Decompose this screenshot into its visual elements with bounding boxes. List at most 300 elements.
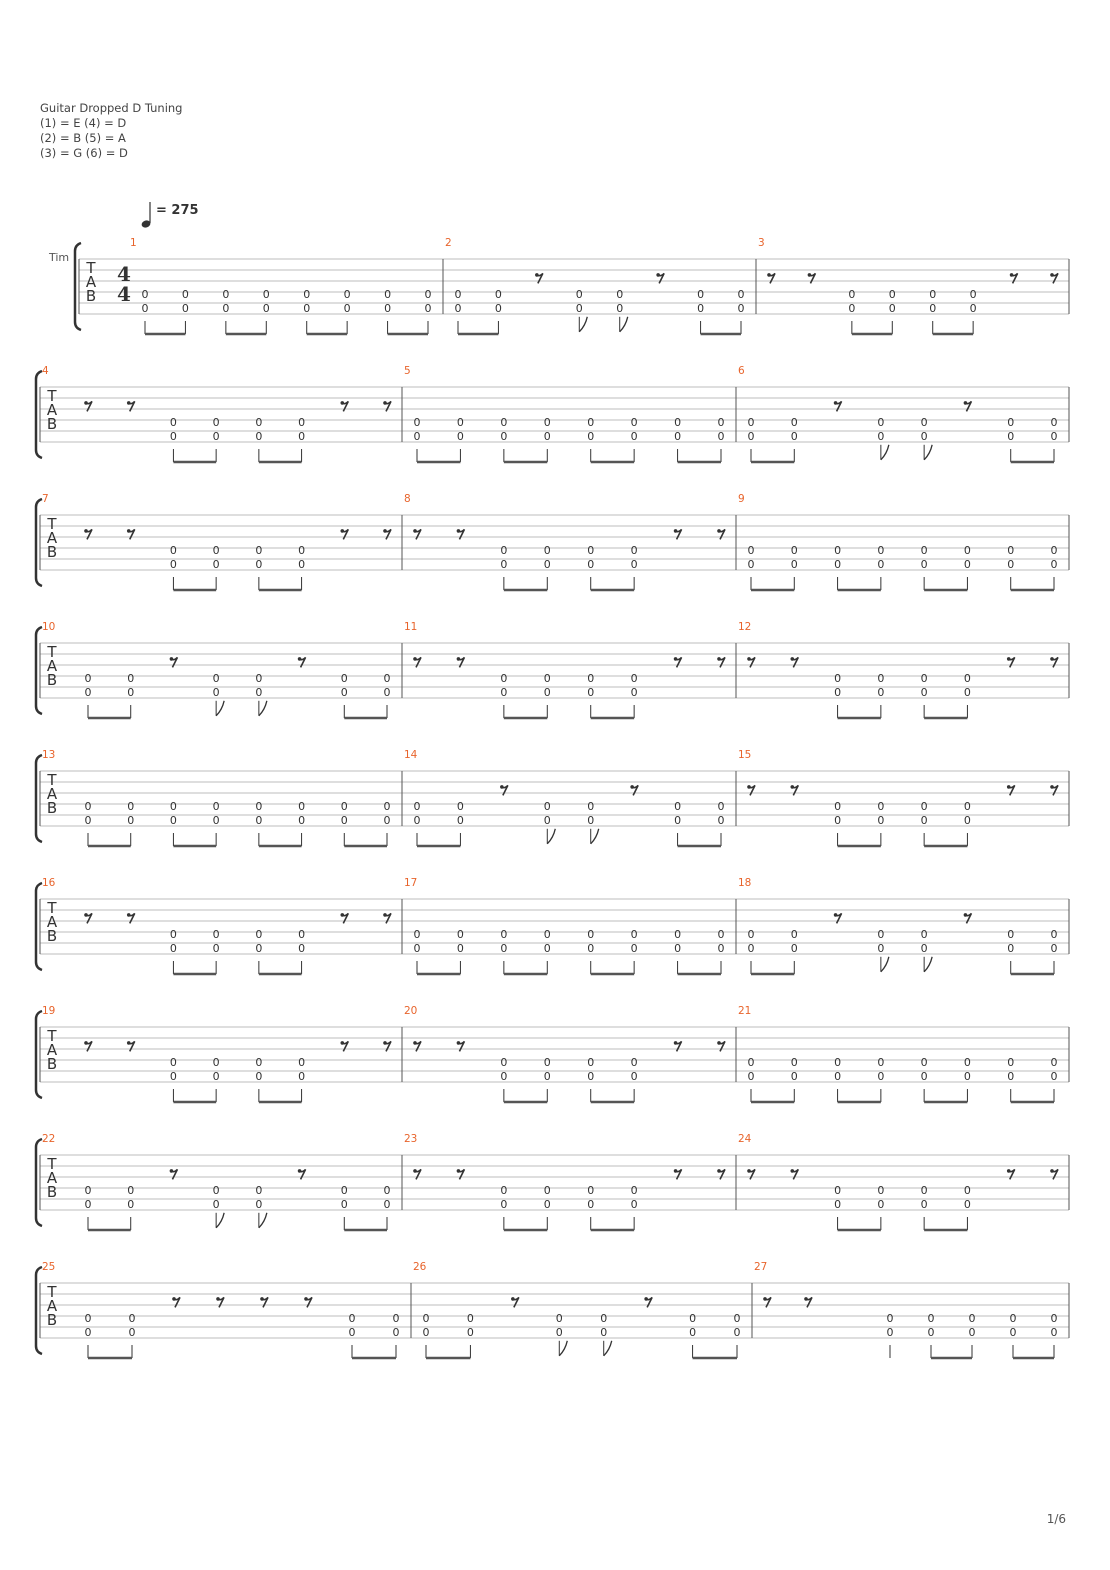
fret-number: 0 — [543, 800, 551, 814]
fret-number: 0 — [1050, 544, 1058, 558]
fret-number: 0 — [1009, 1312, 1017, 1326]
fret-number: 0 — [1050, 1069, 1058, 1083]
tempo-marking: = 275 — [156, 203, 199, 218]
system-bracket — [75, 243, 81, 330]
tab-clef-letter: A — [46, 1041, 58, 1059]
fret-number: 0 — [630, 416, 638, 430]
fret-number: 0 — [968, 1312, 976, 1326]
fret-number: 0 — [212, 1197, 220, 1211]
rest-dot — [383, 401, 387, 405]
fret-number: 0 — [466, 1312, 474, 1326]
tab-clef-letter: T — [47, 1283, 57, 1301]
fret-number: 0 — [500, 672, 508, 686]
fret-number: 0 — [717, 941, 725, 955]
fret-number: 0 — [969, 288, 977, 302]
fret-number: 0 — [543, 685, 551, 699]
fret-number: 0 — [920, 1069, 928, 1083]
tab-clef-letter: B — [85, 287, 97, 305]
note-flag — [259, 701, 267, 716]
fret-number: 0 — [834, 544, 842, 558]
fret-number: 0 — [255, 1197, 263, 1211]
system-bracket — [36, 1139, 42, 1226]
fret-number: 0 — [630, 1056, 638, 1070]
measure-number: 8 — [404, 493, 411, 505]
fret-number: 0 — [717, 813, 725, 827]
fret-number: 0 — [298, 800, 306, 814]
fret-number: 0 — [127, 1197, 135, 1211]
rest-dot — [644, 1297, 648, 1301]
rest-dot — [383, 529, 387, 533]
fret-number: 0 — [834, 1197, 842, 1211]
fret-number: 0 — [84, 685, 92, 699]
fret-number: 0 — [543, 557, 551, 571]
fret-number: 0 — [413, 813, 421, 827]
fret-number: 0 — [255, 928, 263, 942]
fret-number: 0 — [877, 1069, 885, 1083]
fret-number: 0 — [466, 1325, 474, 1339]
fret-number: 0 — [255, 1069, 263, 1083]
fret-number: 0 — [383, 800, 391, 814]
fret-number: 0 — [848, 301, 856, 315]
fret-number: 0 — [383, 672, 391, 686]
rest-dot — [717, 1169, 721, 1173]
fret-number: 0 — [920, 1184, 928, 1198]
fret-number: 0 — [413, 429, 421, 443]
fret-number: 0 — [600, 1312, 608, 1326]
time-signature-top: 4 — [117, 262, 131, 286]
fret-number: 0 — [920, 429, 928, 443]
note-flag — [579, 317, 587, 332]
fret-number: 0 — [500, 429, 508, 443]
rest-dot — [1050, 657, 1054, 661]
system-bracket — [36, 1267, 42, 1354]
fret-number: 0 — [128, 1325, 136, 1339]
note-flag — [881, 957, 889, 972]
rest-dot — [1007, 1169, 1011, 1173]
rest-dot — [260, 1297, 264, 1301]
fret-number: 0 — [212, 557, 220, 571]
fret-number: 0 — [717, 429, 725, 443]
fret-number: 0 — [587, 1197, 595, 1211]
fret-number: 0 — [630, 1069, 638, 1083]
fret-number: 0 — [340, 672, 348, 686]
fret-number: 0 — [543, 429, 551, 443]
fret-number: 0 — [141, 301, 149, 315]
rest-dot — [674, 529, 678, 533]
tab-clef-letter: T — [47, 1155, 57, 1173]
measure-number: 10 — [42, 621, 56, 633]
fret-number: 0 — [920, 685, 928, 699]
fret-number: 0 — [543, 1069, 551, 1083]
note-flag — [881, 445, 889, 460]
fret-number: 0 — [255, 557, 263, 571]
measure-number: 18 — [738, 877, 752, 889]
system-bracket — [36, 499, 42, 586]
fret-number: 0 — [127, 800, 135, 814]
rest-dot — [457, 1041, 461, 1045]
rest-dot — [790, 1169, 794, 1173]
rest-dot — [1007, 785, 1011, 789]
fret-number: 0 — [84, 1325, 92, 1339]
fret-number: 0 — [886, 1312, 894, 1326]
fret-number: 0 — [169, 416, 177, 430]
fret-number: 0 — [543, 928, 551, 942]
rest-dot — [804, 1297, 808, 1301]
fret-number: 0 — [500, 557, 508, 571]
fret-number: 0 — [169, 941, 177, 955]
fret-number: 0 — [84, 1312, 92, 1326]
fret-number: 0 — [343, 301, 351, 315]
fret-number: 0 — [127, 672, 135, 686]
rest-dot — [383, 913, 387, 917]
rest-dot — [834, 913, 838, 917]
fret-number: 0 — [392, 1312, 400, 1326]
measure-number: 26 — [413, 1261, 427, 1273]
fret-number: 0 — [1050, 557, 1058, 571]
fret-number: 0 — [84, 672, 92, 686]
fret-number: 0 — [262, 288, 270, 302]
note-flag — [559, 1341, 567, 1356]
measure-number: 19 — [42, 1005, 56, 1017]
fret-number: 0 — [1007, 416, 1015, 430]
fret-number: 0 — [834, 672, 842, 686]
tab-clef-letter: A — [46, 401, 58, 419]
fret-number: 0 — [968, 1325, 976, 1339]
rest-dot — [511, 1297, 515, 1301]
rest-dot — [298, 1169, 302, 1173]
tab-clef-letter: B — [46, 927, 58, 945]
rest-dot — [127, 913, 131, 917]
fret-number: 0 — [1009, 1325, 1017, 1339]
fret-number: 0 — [543, 813, 551, 827]
rest-dot — [674, 1041, 678, 1045]
fret-number: 0 — [790, 1069, 798, 1083]
rest-dot — [413, 1169, 417, 1173]
fret-number: 0 — [920, 813, 928, 827]
fret-number: 0 — [790, 941, 798, 955]
measure-number: 13 — [42, 749, 56, 761]
rest-dot — [747, 657, 751, 661]
rest-dot — [172, 1297, 176, 1301]
fret-number: 0 — [413, 941, 421, 955]
fret-number: 0 — [340, 685, 348, 699]
tab-clef-letter: B — [46, 543, 58, 561]
fret-number: 0 — [790, 1056, 798, 1070]
tab-clef-letter: A — [46, 785, 58, 803]
fret-number: 0 — [963, 544, 971, 558]
fret-number: 0 — [84, 800, 92, 814]
fret-number: 0 — [212, 429, 220, 443]
tab-clef-letter: T — [47, 1027, 57, 1045]
tuning-title: Guitar Dropped D Tuning — [40, 101, 183, 115]
fret-number: 0 — [340, 800, 348, 814]
fret-number: 0 — [877, 941, 885, 955]
fret-number: 0 — [630, 544, 638, 558]
fret-number: 0 — [1050, 1056, 1058, 1070]
fret-number: 0 — [298, 941, 306, 955]
fret-number: 0 — [212, 1184, 220, 1198]
measure-number: 2 — [445, 237, 452, 249]
fret-number: 0 — [543, 672, 551, 686]
fret-number: 0 — [543, 416, 551, 430]
measure-number: 16 — [42, 877, 56, 889]
fret-number: 0 — [877, 1197, 885, 1211]
fret-number: 0 — [255, 672, 263, 686]
fret-number: 0 — [543, 1197, 551, 1211]
measure-number: 5 — [404, 365, 411, 377]
fret-number: 0 — [689, 1312, 697, 1326]
fret-number: 0 — [587, 672, 595, 686]
fret-number: 0 — [790, 557, 798, 571]
measure-number: 12 — [738, 621, 752, 633]
measure-number: 27 — [754, 1261, 768, 1273]
fret-number: 0 — [169, 429, 177, 443]
fret-number: 0 — [888, 288, 896, 302]
fret-number: 0 — [963, 1184, 971, 1198]
fret-number: 0 — [555, 1312, 563, 1326]
fret-number: 0 — [255, 544, 263, 558]
rest-dot — [84, 529, 88, 533]
fret-number: 0 — [383, 1197, 391, 1211]
fret-number: 0 — [587, 544, 595, 558]
fret-number: 0 — [587, 800, 595, 814]
fret-number: 0 — [877, 813, 885, 827]
fret-number: 0 — [920, 928, 928, 942]
note-flag — [620, 317, 628, 332]
tab-clef-letter: T — [47, 643, 57, 661]
rest-dot — [457, 529, 461, 533]
fret-number: 0 — [500, 1184, 508, 1198]
fret-number: 0 — [456, 928, 464, 942]
fret-number: 0 — [181, 288, 189, 302]
fret-number: 0 — [877, 557, 885, 571]
system-bracket — [36, 755, 42, 842]
fret-number: 0 — [834, 813, 842, 827]
fret-number: 0 — [587, 1184, 595, 1198]
fret-number: 0 — [212, 941, 220, 955]
fret-number: 0 — [500, 941, 508, 955]
rest-dot — [964, 401, 968, 405]
rest-dot — [84, 913, 88, 917]
measure-number: 1 — [130, 237, 137, 249]
note-flag — [216, 1213, 224, 1228]
fret-number: 0 — [298, 557, 306, 571]
rest-dot — [500, 785, 504, 789]
fret-number: 0 — [747, 941, 755, 955]
measure-number: 11 — [404, 621, 418, 633]
fret-number: 0 — [1050, 1325, 1058, 1339]
fret-number: 0 — [255, 1056, 263, 1070]
fret-number: 0 — [1007, 1056, 1015, 1070]
fret-number: 0 — [384, 301, 392, 315]
tab-clef-letter: A — [85, 273, 97, 291]
fret-number: 0 — [587, 941, 595, 955]
fret-number: 0 — [834, 685, 842, 699]
rest-dot — [216, 1297, 220, 1301]
fret-number: 0 — [929, 288, 937, 302]
fret-number: 0 — [1007, 544, 1015, 558]
fret-number: 0 — [674, 941, 682, 955]
system-bracket — [36, 1011, 42, 1098]
system-bracket — [36, 883, 42, 970]
fret-number: 0 — [747, 1069, 755, 1083]
fret-number: 0 — [929, 301, 937, 315]
fret-number: 0 — [747, 544, 755, 558]
fret-number: 0 — [963, 557, 971, 571]
fret-number: 0 — [127, 1184, 135, 1198]
measure-number: 24 — [738, 1133, 752, 1145]
fret-number: 0 — [1050, 429, 1058, 443]
fret-number: 0 — [963, 1069, 971, 1083]
fret-number: 0 — [587, 1069, 595, 1083]
fret-number: 0 — [383, 685, 391, 699]
measure-number: 22 — [42, 1133, 56, 1145]
fret-number: 0 — [169, 800, 177, 814]
fret-number: 0 — [790, 429, 798, 443]
fret-number: 0 — [587, 429, 595, 443]
fret-number: 0 — [340, 1184, 348, 1198]
fret-number: 0 — [424, 288, 432, 302]
rest-dot — [298, 657, 302, 661]
measure-number: 3 — [758, 237, 765, 249]
rest-dot — [84, 1041, 88, 1045]
fret-number: 0 — [587, 557, 595, 571]
fret-number: 0 — [877, 544, 885, 558]
fret-number: 0 — [717, 928, 725, 942]
rest-dot — [1050, 1169, 1054, 1173]
rest-dot — [964, 913, 968, 917]
measure-number: 15 — [738, 749, 752, 761]
fret-number: 0 — [630, 672, 638, 686]
fret-number: 0 — [348, 1312, 356, 1326]
fret-number: 0 — [575, 301, 583, 315]
rest-dot — [383, 1041, 387, 1045]
fret-number: 0 — [1007, 1069, 1015, 1083]
fret-number: 0 — [1007, 429, 1015, 443]
rest-dot — [717, 1041, 721, 1045]
fret-number: 0 — [920, 1056, 928, 1070]
fret-number: 0 — [212, 1069, 220, 1083]
fret-number: 0 — [303, 288, 311, 302]
fret-number: 0 — [298, 928, 306, 942]
fret-number: 0 — [262, 301, 270, 315]
fret-number: 0 — [733, 1312, 741, 1326]
system-bracket — [36, 627, 42, 714]
fret-number: 0 — [169, 1056, 177, 1070]
fret-number: 0 — [84, 1184, 92, 1198]
fret-number: 0 — [298, 429, 306, 443]
fret-number: 0 — [255, 941, 263, 955]
note-flag — [216, 701, 224, 716]
rest-dot — [413, 529, 417, 533]
rest-dot — [457, 657, 461, 661]
fret-number: 0 — [212, 1056, 220, 1070]
fret-number: 0 — [298, 416, 306, 430]
fret-number: 0 — [963, 1197, 971, 1211]
fret-number: 0 — [348, 1325, 356, 1339]
fret-number: 0 — [630, 429, 638, 443]
fret-number: 0 — [848, 288, 856, 302]
rest-dot — [340, 1041, 344, 1045]
fret-number: 0 — [834, 1056, 842, 1070]
fret-number: 0 — [834, 557, 842, 571]
fret-number: 0 — [717, 800, 725, 814]
fret-number: 0 — [212, 800, 220, 814]
measure-number: 23 — [404, 1133, 418, 1145]
fret-number: 0 — [84, 813, 92, 827]
fret-number: 0 — [747, 1056, 755, 1070]
fret-number: 0 — [790, 544, 798, 558]
fret-number: 0 — [630, 941, 638, 955]
fret-number: 0 — [877, 928, 885, 942]
rest-dot — [127, 1041, 131, 1045]
tab-clef-letter: A — [46, 657, 58, 675]
fret-number: 0 — [424, 301, 432, 315]
note-flag — [259, 1213, 267, 1228]
tab-clef-letter: A — [46, 529, 58, 547]
fret-number: 0 — [834, 1184, 842, 1198]
fret-number: 0 — [128, 1312, 136, 1326]
fret-number: 0 — [674, 928, 682, 942]
fret-number: 0 — [697, 288, 705, 302]
fret-number: 0 — [543, 1184, 551, 1198]
fret-number: 0 — [212, 416, 220, 430]
fret-number: 0 — [500, 685, 508, 699]
note-flag — [604, 1341, 612, 1356]
rest-dot — [717, 529, 721, 533]
fret-number: 0 — [886, 1325, 894, 1339]
rest-dot — [413, 657, 417, 661]
rest-dot — [340, 529, 344, 533]
fret-number: 0 — [392, 1325, 400, 1339]
tab-clef-letter: B — [46, 1183, 58, 1201]
fret-number: 0 — [587, 685, 595, 699]
rest-dot — [834, 401, 838, 405]
fret-number: 0 — [630, 1197, 638, 1211]
fret-number: 0 — [834, 800, 842, 814]
measure-number: 17 — [404, 877, 418, 889]
fret-number: 0 — [877, 800, 885, 814]
fret-number: 0 — [963, 1056, 971, 1070]
rest-dot — [808, 273, 812, 277]
fret-number: 0 — [616, 288, 624, 302]
measure-number: 4 — [42, 365, 49, 377]
measure-number: 7 — [42, 493, 49, 505]
fret-number: 0 — [920, 672, 928, 686]
rest-dot — [747, 785, 751, 789]
fret-number: 0 — [298, 1069, 306, 1083]
fret-number: 0 — [747, 928, 755, 942]
fret-number: 0 — [212, 928, 220, 942]
rest-dot — [127, 401, 131, 405]
fret-number: 0 — [630, 557, 638, 571]
fret-number: 0 — [1007, 557, 1015, 571]
note-flag — [591, 829, 599, 844]
fret-number: 0 — [920, 544, 928, 558]
fret-number: 0 — [920, 416, 928, 430]
tab-clef-letter: T — [47, 515, 57, 533]
fret-number: 0 — [920, 1197, 928, 1211]
fret-number: 0 — [212, 685, 220, 699]
rest-dot — [413, 1041, 417, 1045]
tab-clef-letter: B — [46, 671, 58, 689]
tab-clef-letter: B — [46, 799, 58, 817]
page-number: 1/6 — [1046, 1512, 1066, 1526]
fret-number: 0 — [222, 301, 230, 315]
fret-number: 0 — [454, 301, 462, 315]
fret-number: 0 — [413, 928, 421, 942]
fret-number: 0 — [790, 416, 798, 430]
